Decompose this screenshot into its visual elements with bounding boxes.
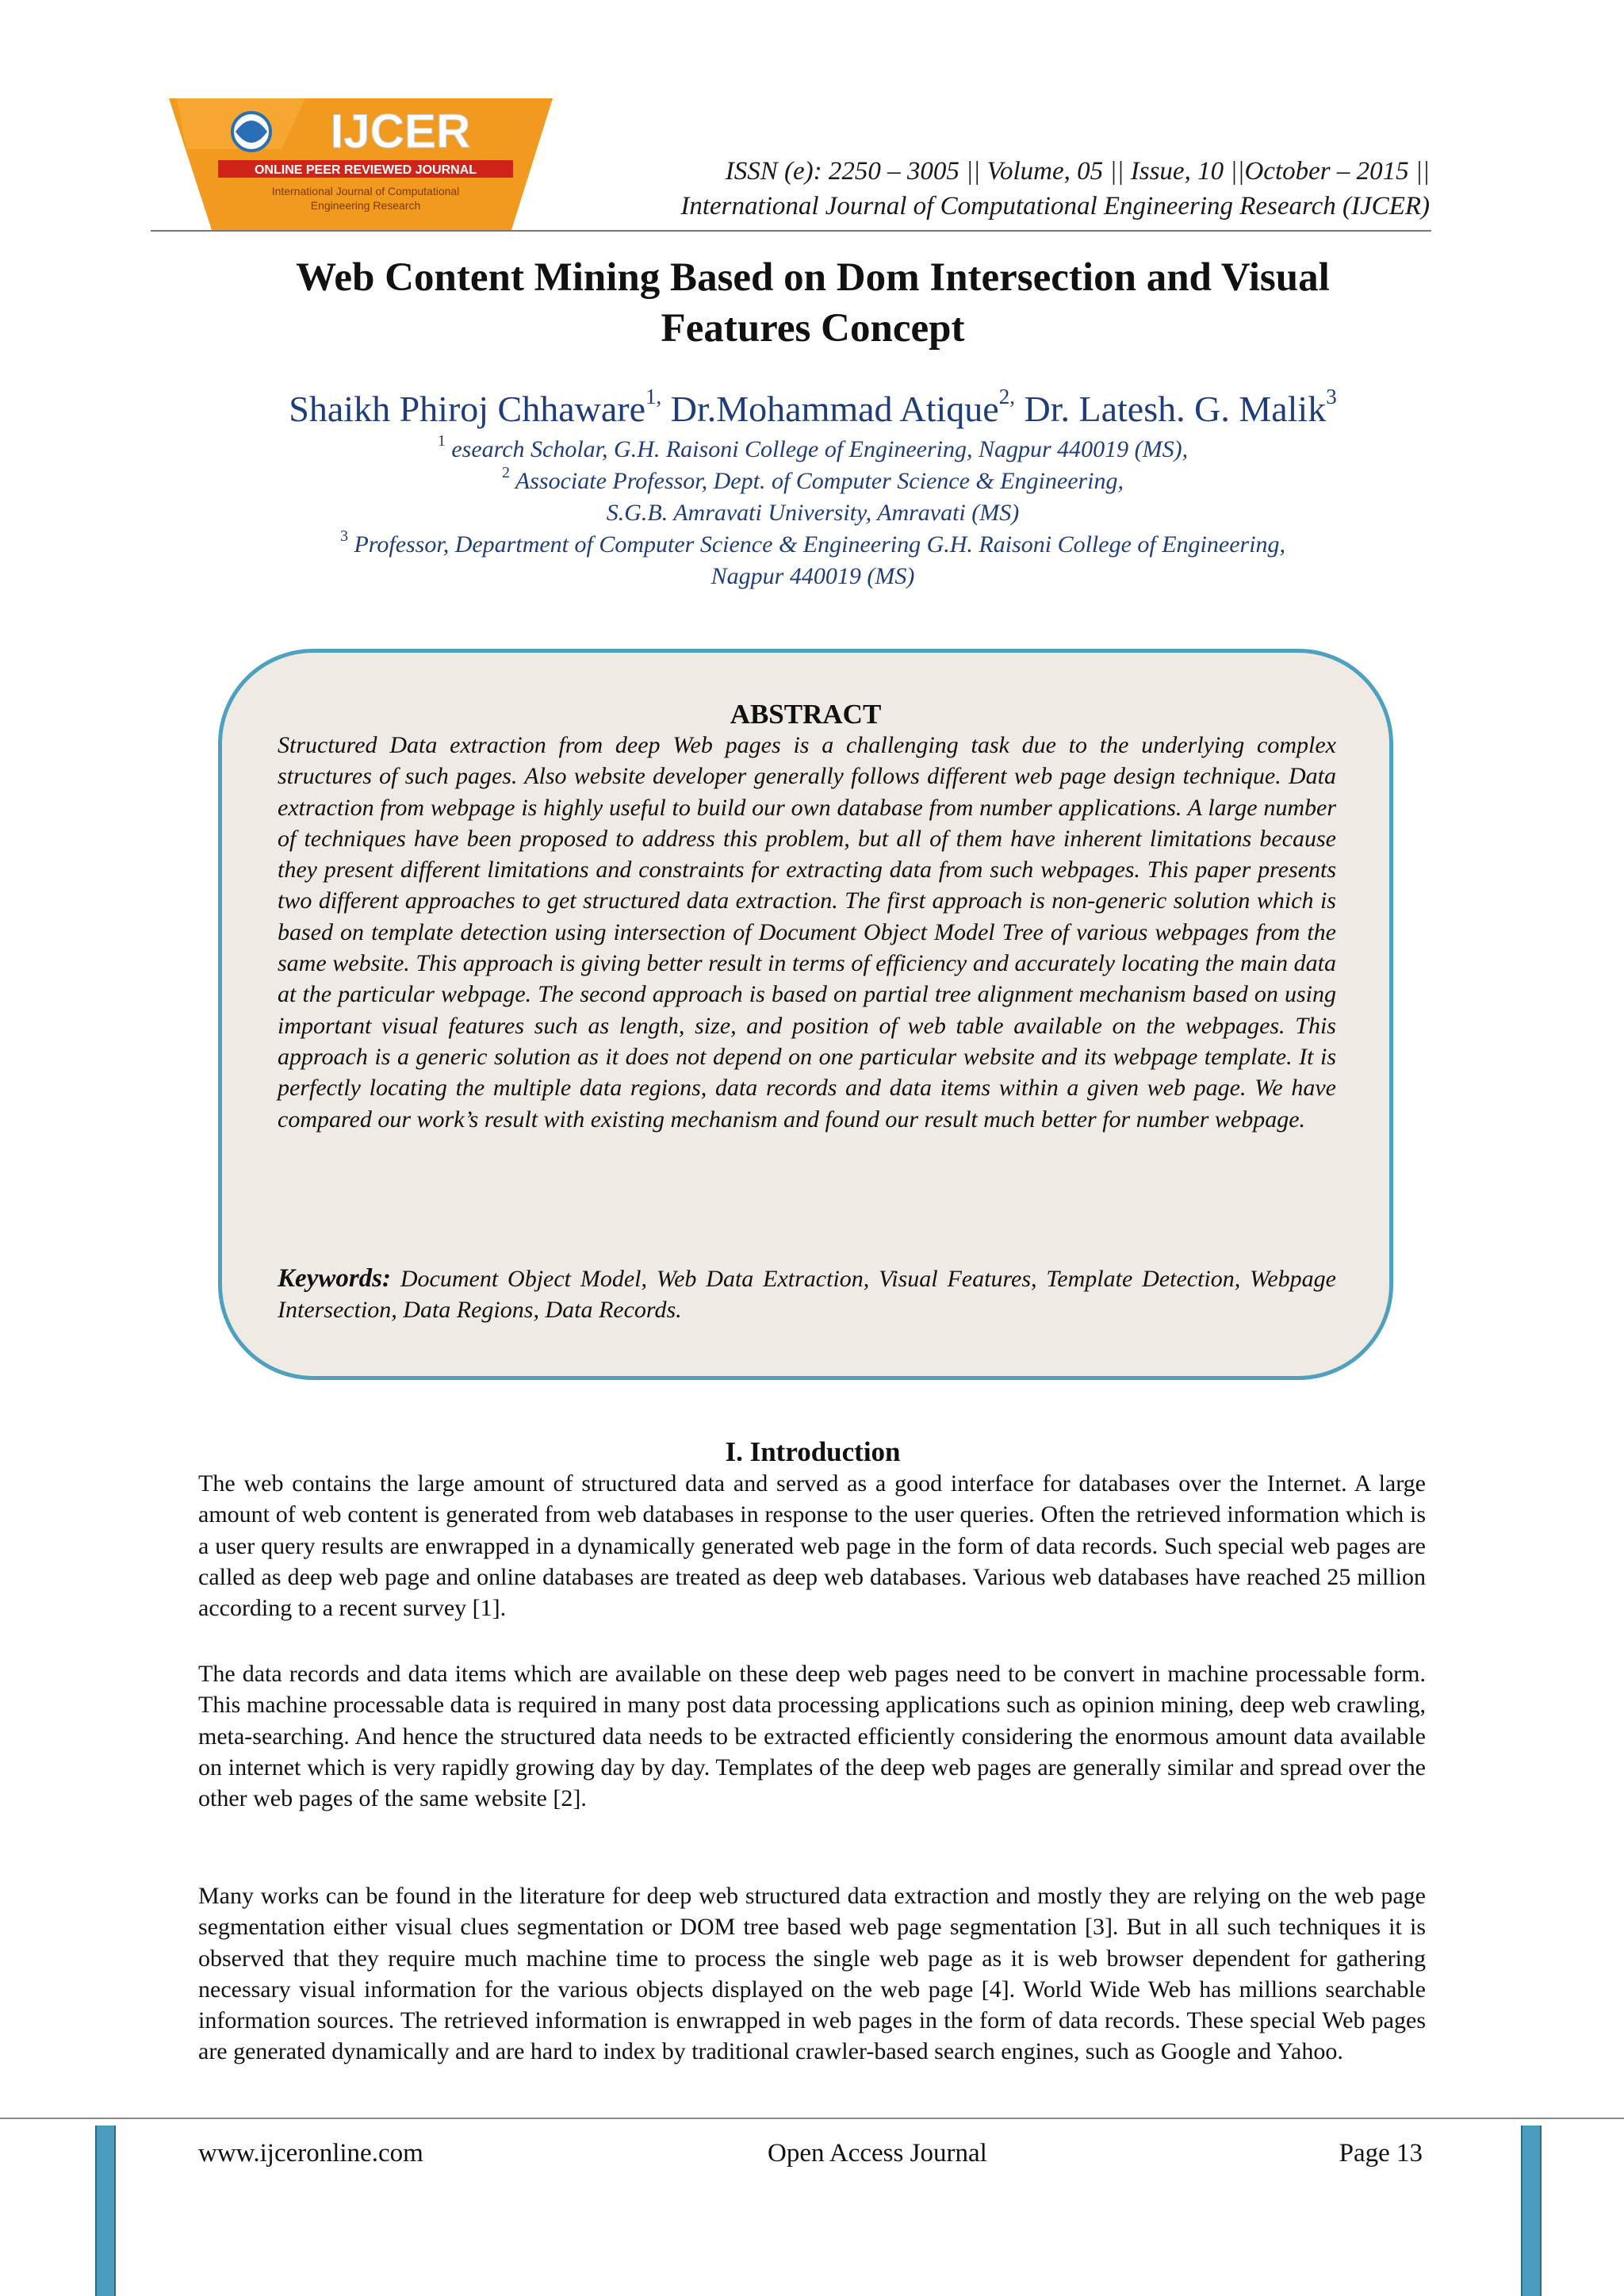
affiliation-mark: 3 — [339, 527, 348, 545]
logo-tagline: ONLINE PEER REVIEWED JOURNAL — [254, 163, 477, 177]
footer-access-label: Open Access Journal — [768, 2139, 987, 2168]
affiliation — [127, 497, 1499, 529]
section-heading-introduction: I. Introduction — [725, 1436, 901, 1467]
logo-name-line1: International Journal of Computational — [271, 185, 460, 197]
author-mark: 2, — [998, 385, 1015, 408]
affiliation-text: Nagpur 440019 (MS) — [710, 563, 915, 589]
journal-logo — [163, 94, 555, 235]
keywords — [278, 1263, 1336, 1326]
title-line-2: Features Concept — [661, 306, 965, 351]
keywords-text: Document Object Model, Web Data Extraction, Visual Features, Template Detection, Webpage Intersection, Data Regions, Data Records. — [278, 1266, 1336, 1324]
affiliation — [127, 434, 1499, 466]
author-name: Shaikh Phiroj Chhaware — [289, 389, 646, 429]
logo-brand: IJCER — [330, 105, 471, 158]
affiliation-mark: 1 — [437, 432, 446, 450]
footer-bar-left — [95, 2125, 116, 2296]
footer-bar-right — [1521, 2125, 1542, 2296]
footer-divider — [0, 2118, 1624, 2119]
body-paragraph: Many works can be found in the literature for deep web structured data extraction and mostly they are relying on the web page segmentation either visual clues segmentation or DOM tree based web page segmentation [3]. But in all such techniques it is observed that they require much machine time to process the single web page as it is web browser dependent for gathering necessary visual information for the various objects displayed on the web page [4]. World Wide Web has millions searchable information sources. The retrieved information is enwrapped in web pages in the form of data records. These special Web pages are generated dynamically and are hard to index by traditional crawler-based search engines, such as Google and Yahoo. — [198, 1883, 1426, 2065]
author-name: Dr. Latesh. G. Malik — [1014, 389, 1327, 429]
header-divider — [151, 230, 1431, 232]
footer-site-url: www.ijceronline.com — [198, 2139, 423, 2168]
paper-title — [198, 252, 1427, 354]
journal-name-line: International Journal of Computational Engineering Research (IJCER) — [680, 192, 1430, 220]
affiliation-text: Professor, Department of Computer Science & Engineering G.H. Raisoni College of Engineering, — [347, 531, 1286, 558]
author-mark: 1, — [645, 385, 662, 408]
affiliation — [127, 529, 1499, 561]
footer-page-number: Page 13 — [1339, 2139, 1423, 2168]
affiliation-text: Associate Professor, Dept. of Computer Science & Engineering, — [509, 468, 1124, 494]
affiliation-text: S.G.B. Amravati University, Amravati (MS) — [606, 500, 1020, 526]
issn-line: ISSN (e): 2250 – 3005 || Volume, 05 || Issue, 10 ||October – 2015 || — [725, 157, 1430, 186]
abstract-heading: ABSTRACT — [730, 699, 882, 730]
affiliation-mark: 2 — [501, 464, 510, 481]
affiliation — [127, 561, 1499, 592]
affiliation — [127, 466, 1499, 497]
body-paragraph: The web contains the large amount of structured data and served as a good interface for databases over the Internet. A large amount of web content is generated from web databases in response to the user queries. Often the retrieved information which is a user query results are enwrapped in a dynamically generated web page in the form of data records. Such special web pages are called as deep web page and online databases are treated as deep web databases. Various web databases have reached 25 million according to a recent survey [1]. — [198, 1470, 1426, 1622]
author-name: Dr.Mohammad Atique — [661, 389, 999, 429]
affiliation-text: esearch Scholar, G.H. Raisoni College of Engineering, Nagpur 440019 (MS), — [445, 436, 1189, 462]
author-list — [127, 387, 1499, 431]
title-line-1: Web Content Mining Based on Dom Intersection and Visual — [296, 255, 1330, 300]
body-paragraph: The data records and data items which are available on these deep web pages need to be convert in machine processable form. This machine processable data is required in many post data processing applications such as opinion mining, deep web crawling, meta-searching. And hence the structured data needs to be extracted efficiently considering the enormous amount data available on internet which is very rapidly growing day by day. Templates of the deep web pages are generally similar and spread over the other web pages of the same website [2]. — [198, 1661, 1426, 1812]
keywords-label: Keywords: — [278, 1264, 391, 1293]
author-mark: 3 — [1326, 385, 1337, 408]
abstract-text: Structured Data extraction from deep Web pages is a challenging task due to the underlying complex structures of such pages. Also website developer generally follows different web page design technique. Data extraction from webpage is highly useful to build our own database from number applications. A large number of techniques have been proposed to address this problem, but all of them have inherent limitations because they present different limitations and constraints for extracting data from such webpages. This paper presents two different approaches to get structured data extraction. The first approach is non-generic solution which is based on template detection using intersection of Document Object Model Tree of various webpages from the same website. This approach is giving better result in terms of efficiency and accurately locating the main data at the particular webpage. The second approach is based on partial tree alignment mechanism based on using important visual features such as length, size, and position of web table available on the webpages. This approach is a generic solution as it does not depend on one particular website and its webpage template. It is perfectly locating the multiple data regions, data records and data items within a given web page. We have compared our work’s result with existing mechanism and found our result much better for number webpage. — [278, 732, 1336, 1133]
logo-name-line2: Engineering Research — [310, 199, 421, 212]
